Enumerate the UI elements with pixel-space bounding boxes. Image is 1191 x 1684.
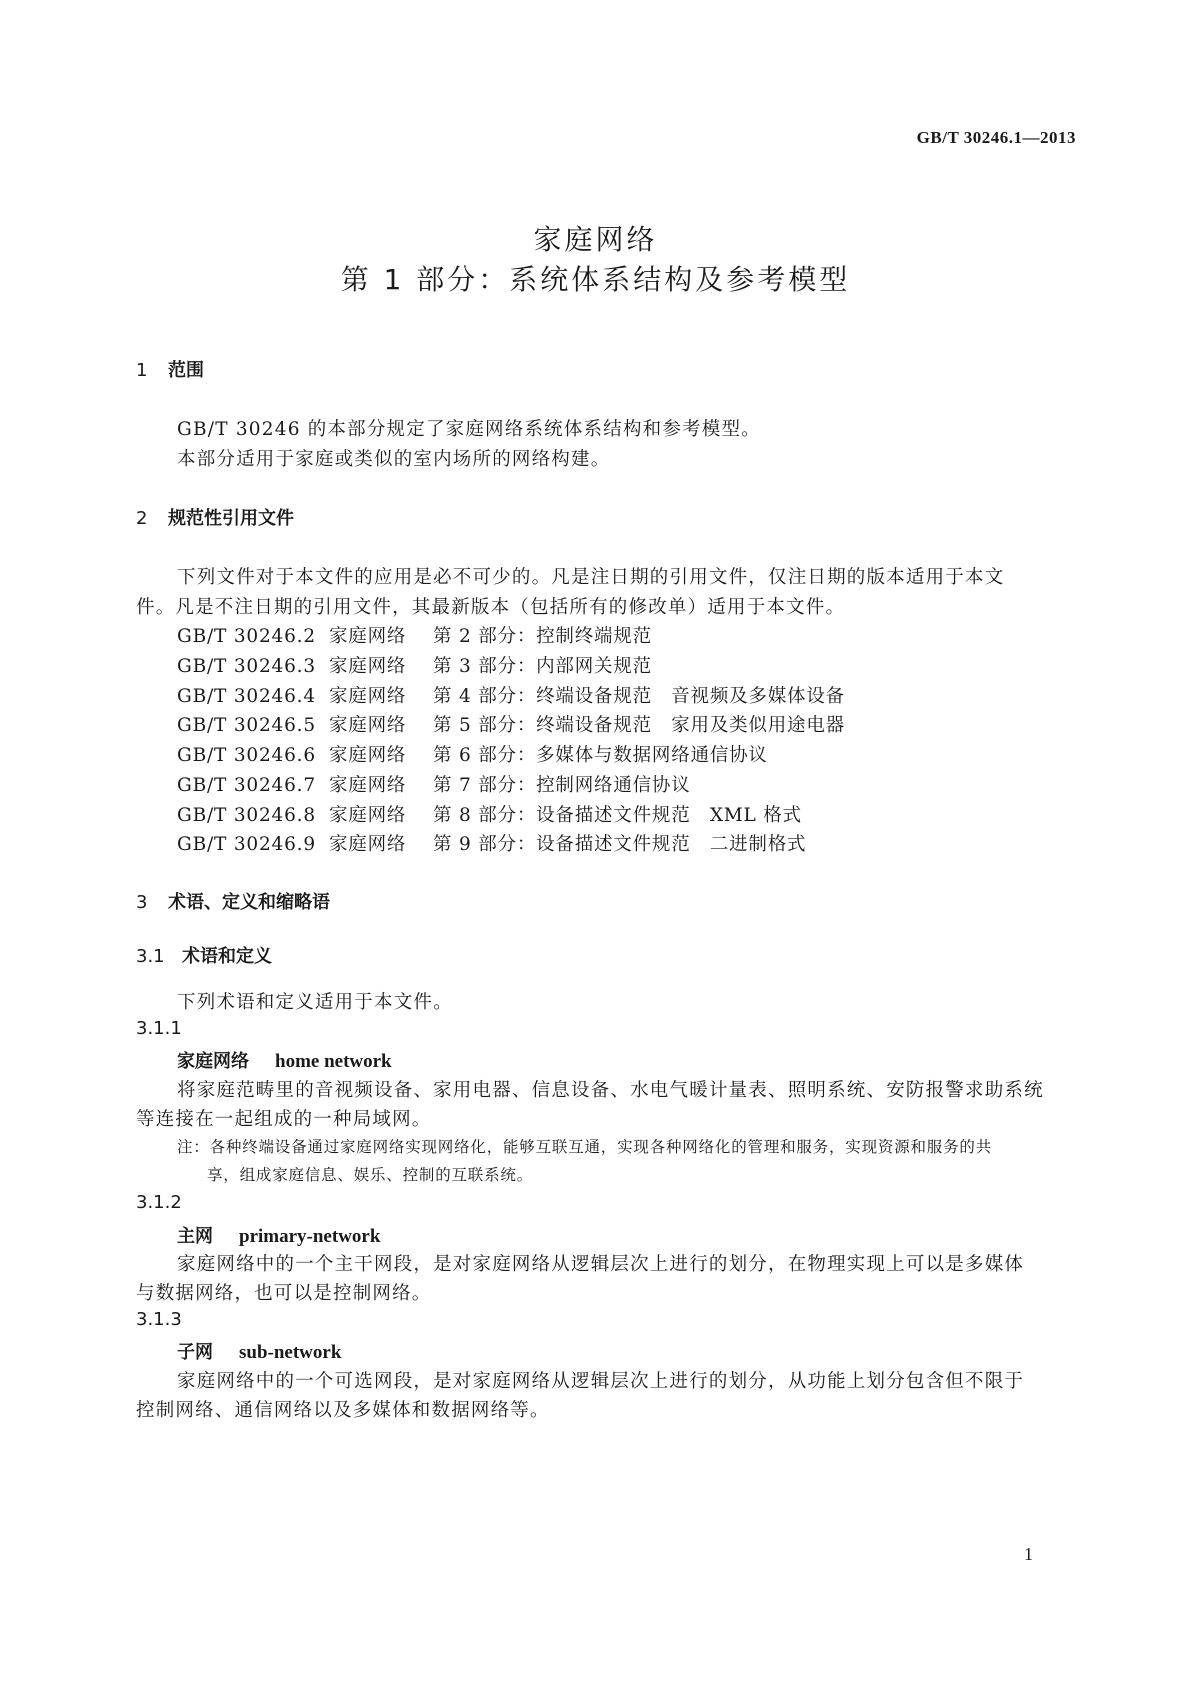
reference-code: GB/T 30246.8 bbox=[177, 805, 316, 826]
reference-desc: 第 5 部分：终端设备规范 家用及类似用途电器 bbox=[433, 715, 845, 736]
document-title-line2: 第 1 部分：系统体系结构及参考模型 bbox=[340, 263, 851, 296]
subsection-title: 术语和定义 bbox=[182, 946, 272, 967]
reference-name: 家庭网络 bbox=[329, 686, 407, 707]
paragraph: 下列术语和定义适用于本文件。 bbox=[177, 992, 453, 1013]
term-definition: 家庭网络中的一个主干网段，是对家庭网络从逻辑层次上进行的划分，在物理实现上可以是多媒体 bbox=[177, 1254, 1025, 1275]
term-definition: 等连接在一起组成的一种局域网。 bbox=[136, 1109, 432, 1130]
subsection-3-1-heading bbox=[136, 942, 272, 968]
term-heading bbox=[177, 1338, 341, 1364]
reference-code: GB/T 30246.3 bbox=[177, 656, 316, 677]
reference-desc: 第 2 部分：控制终端规范 bbox=[433, 626, 652, 647]
document-title-line1: 家庭网络 bbox=[533, 223, 658, 256]
section-1-heading bbox=[136, 356, 204, 382]
reference-name: 家庭网络 bbox=[329, 805, 407, 826]
reference-code: GB/T 30246.5 bbox=[177, 715, 316, 736]
section-title: 范围 bbox=[168, 360, 204, 381]
reference-desc: 第 4 部分：终端设备规范 音视频及多媒体设备 bbox=[433, 686, 845, 707]
reference-desc: 第 9 部分：设备描述文件规范 二进制格式 bbox=[433, 834, 807, 855]
term-note: 享，组成家庭信息、娱乐、控制的互联系统。 bbox=[207, 1166, 534, 1184]
term-number: 3.1.1 bbox=[136, 1018, 182, 1039]
reference-code: GB/T 30246.2 bbox=[177, 626, 316, 647]
subsection-number: 3.1 bbox=[136, 946, 165, 967]
reference-desc: 第 7 部分：控制网络通信协议 bbox=[433, 775, 691, 796]
reference-item bbox=[177, 830, 806, 856]
reference-item bbox=[177, 682, 845, 708]
reference-code: GB/T 30246.9 bbox=[177, 834, 316, 855]
section-number: 1 bbox=[136, 360, 148, 381]
reference-desc: 第 8 部分：设备描述文件规范 XML 格式 bbox=[433, 805, 802, 826]
reference-item bbox=[177, 741, 768, 767]
reference-name: 家庭网络 bbox=[329, 834, 407, 855]
section-3-heading bbox=[136, 888, 330, 914]
reference-name: 家庭网络 bbox=[329, 745, 407, 766]
reference-code: GB/T 30246.6 bbox=[177, 745, 316, 766]
reference-name: 家庭网络 bbox=[329, 715, 407, 736]
reference-name: 家庭网络 bbox=[329, 656, 407, 677]
standard-code: GB/T 30246.1—2013 bbox=[916, 128, 1076, 147]
term-zh: 家庭网络 bbox=[177, 1051, 249, 1072]
term-definition: 家庭网络中的一个可选网段，是对家庭网络从逻辑层次上进行的划分，从功能上划分包含但不限于 bbox=[177, 1371, 1025, 1392]
page-number: 1 bbox=[1024, 1544, 1033, 1564]
paragraph: 下列文件对于本文件的应用是必不可少的。凡是注日期的引用文件，仅注日期的版本适用于本文 bbox=[177, 567, 1005, 588]
reference-desc: 第 6 部分：多媒体与数据网络通信协议 bbox=[433, 745, 768, 766]
reference-code: GB/T 30246.4 bbox=[177, 686, 316, 707]
reference-name: 家庭网络 bbox=[329, 626, 407, 647]
term-en: sub-network bbox=[239, 1342, 342, 1363]
section-title: 术语、定义和缩略语 bbox=[168, 892, 330, 913]
reference-item bbox=[177, 622, 652, 648]
term-definition: 控制网络、通信网络以及多媒体和数据网络等。 bbox=[136, 1400, 550, 1421]
term-definition: 将家庭范畴里的音视频设备、家用电器、信息设备、水电气暖计量表、照明系统、安防报警求助系统 bbox=[177, 1080, 1044, 1101]
reference-code: GB/T 30246.7 bbox=[177, 775, 316, 796]
term-number: 3.1.3 bbox=[136, 1309, 182, 1330]
term-number: 3.1.2 bbox=[136, 1192, 182, 1213]
term-zh: 主网 bbox=[177, 1226, 213, 1247]
paragraph: 本部分适用于家庭或类似的室内场所的网络构建。 bbox=[177, 449, 611, 470]
section-title: 规范性引用文件 bbox=[168, 508, 294, 529]
reference-item bbox=[177, 801, 802, 827]
term-definition: 与数据网络，也可以是控制网络。 bbox=[136, 1283, 432, 1304]
term-heading bbox=[177, 1047, 392, 1073]
term-zh: 子网 bbox=[177, 1342, 213, 1363]
reference-desc: 第 3 部分：内部网关规范 bbox=[433, 656, 652, 677]
section-number: 3 bbox=[136, 892, 148, 913]
reference-item bbox=[177, 711, 845, 737]
term-en: home network bbox=[275, 1051, 392, 1072]
reference-item bbox=[177, 652, 652, 678]
section-2-heading bbox=[136, 504, 294, 530]
term-note: 注：各种终端设备通过家庭网络实现网络化，能够互联互通，实现各种网络化的管理和服务，实现资源和服务的共 bbox=[177, 1138, 993, 1156]
reference-name: 家庭网络 bbox=[329, 775, 407, 796]
section-number: 2 bbox=[136, 508, 148, 529]
reference-item bbox=[177, 771, 691, 797]
term-en: primary-network bbox=[239, 1226, 381, 1247]
term-heading bbox=[177, 1222, 380, 1248]
paragraph: GB/T 30246 的本部分规定了家庭网络系统体系结构和参考模型。 bbox=[177, 419, 761, 440]
paragraph: 件。凡是不注日期的引用文件，其最新版本（包括所有的修改单）适用于本文件。 bbox=[136, 597, 846, 618]
